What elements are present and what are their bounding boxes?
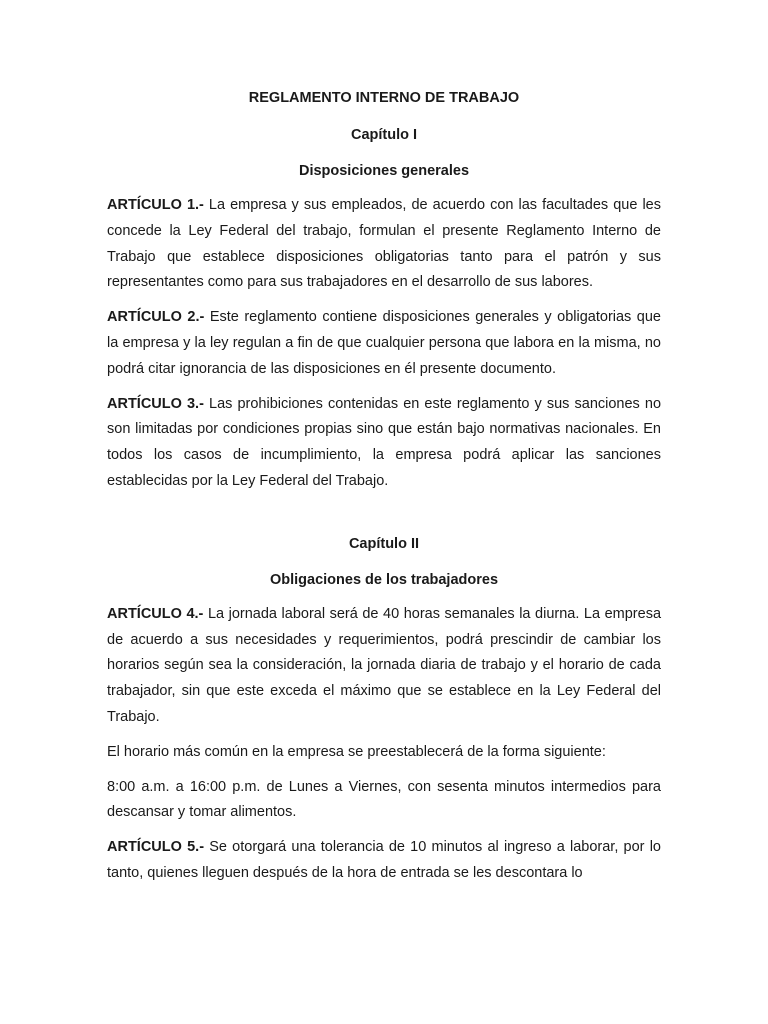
article-5-text: Se otorgará una tolerancia de 10 minutos al ingreso a laborar, por lo tanto, quienes lleguen después de la hora de entrada se les descontara lo xyxy=(107,839,661,881)
chapter-1-heading: Capítulo I xyxy=(350,127,418,143)
article-2-paragraph xyxy=(107,305,661,382)
chapter-2-heading: Capítulo II xyxy=(348,535,420,552)
document-page xyxy=(107,86,661,896)
article-5-paragraph xyxy=(107,835,661,887)
article-2-label: ARTÍCULO 2.- xyxy=(107,309,205,326)
article-4-label: ARTÍCULO 4.- xyxy=(107,605,204,622)
document-title: REGLAMENTO INTERNO DE TRABAJO xyxy=(248,90,520,106)
section-spacer xyxy=(107,504,661,532)
article-4-text: La jornada laboral será de 40 horas semanales la diurna. La empresa de acuerdo a sus necesidades y requerimientos, podrá prescindir de cambiar los horarios según sea la consideración, la jornada diaria de trabajo y el horario de cada trabajador, sin que este exceda el máximo que se establece en la Ley Federal del Trabajo. xyxy=(107,605,662,725)
chapter-2-subtitle: Obligaciones de los trabajadores xyxy=(269,571,499,588)
chapter-1-subtitle: Disposiciones generales xyxy=(298,163,470,179)
article-1-label: ARTÍCULO 1.- xyxy=(107,197,204,213)
article-5-label: ARTÍCULO 5.- xyxy=(107,839,205,856)
article-1-text: La empresa y sus empleados, de acuerdo con las facultades que les concede la Ley Federal del trabajo, formulan el presente Reglamento Interno de Trabajo que establece disposiciones obligatorias tanto para el patrón y sus representantes como para sus trabajadores en el desarrollo de sus labores. xyxy=(107,197,661,291)
article-3-text: Las prohibiciones contenidas en este reglamento y sus sanciones no son limitadas por condiciones propias sino que están bajo normativas nacionales. En todos los casos de incumplimiento, la empresa podrá aplicar las sanciones establecidas por la Ley Federal del Trabajo. xyxy=(107,395,662,489)
article-1-paragraph xyxy=(107,193,661,296)
schedule-paragraph: 8:00 a.m. a 16:00 p.m. de Lunes a Viernes, con sesenta minutos intermedios para descansar y tomar alimentos. xyxy=(107,778,661,821)
article-3-label: ARTÍCULO 3.- xyxy=(107,395,204,412)
article-3-paragraph xyxy=(107,392,661,495)
schedule-intro-paragraph: El horario más común en la empresa se preestablecerá de la forma siguiente: xyxy=(107,743,606,760)
article-4-paragraph xyxy=(107,602,661,731)
article-2-text: Este reglamento contiene disposiciones generales y obligatorias que la empresa y la ley regulan a fin de que cualquier persona que labora en la misma, no podrá citar ignorancia de las disposiciones en él presente documento. xyxy=(107,309,661,377)
